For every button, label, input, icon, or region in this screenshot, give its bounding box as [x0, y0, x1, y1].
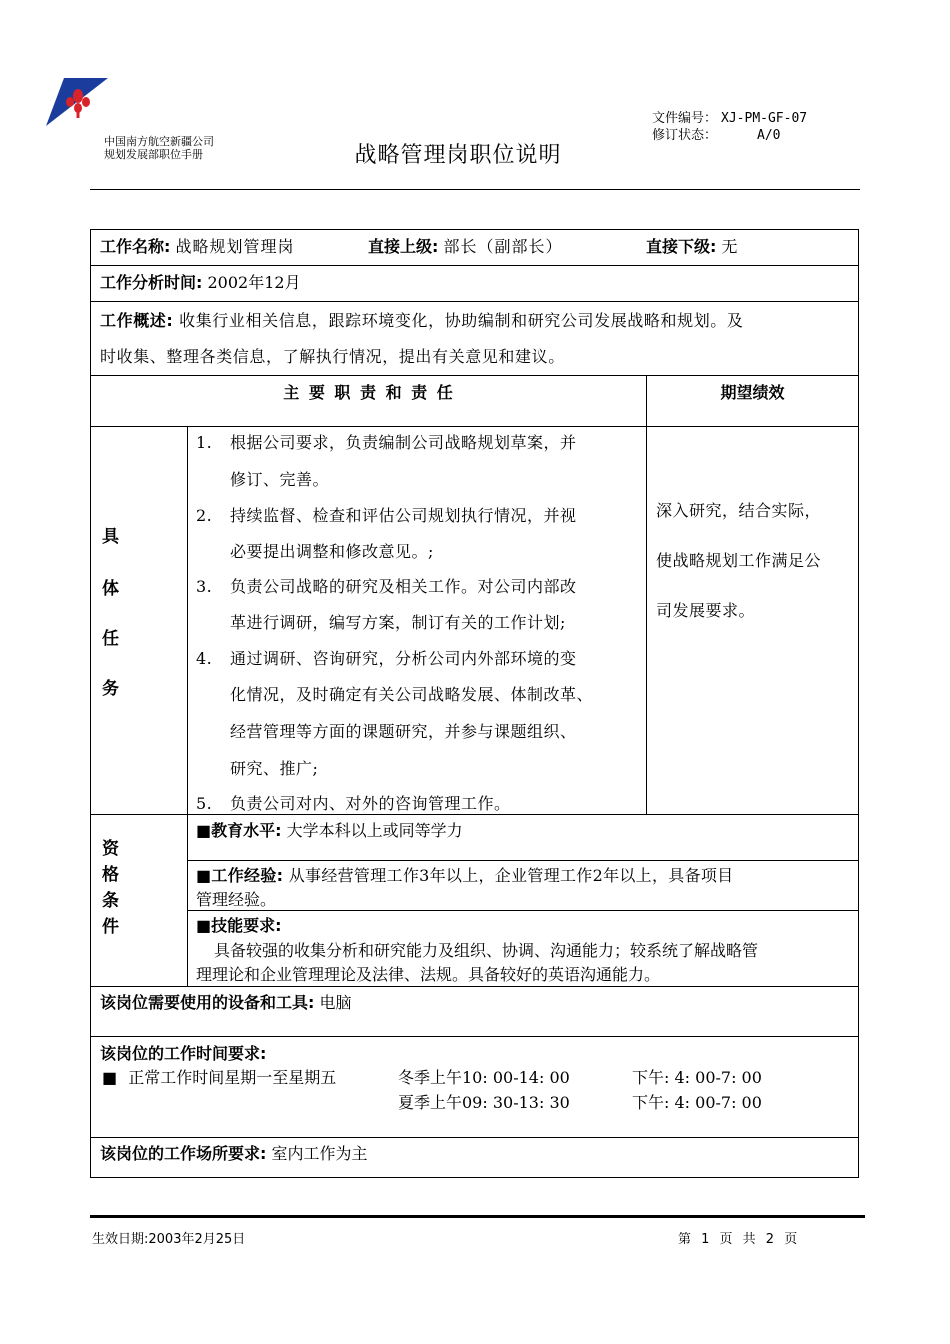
- bullet-icon: ■: [102, 1068, 118, 1087]
- job-name-value: 战略规划管理岗: [175, 237, 295, 256]
- company-line2: 规划发展部职位手册: [104, 148, 203, 161]
- duty-text: 根据公司要求，负责编制公司战略规划草案，并: [230, 433, 577, 452]
- table-rule: [187, 860, 859, 861]
- duty-text: 研究、推广;: [230, 759, 319, 778]
- duty-text: 经营管理等方面的课题研究，并参与课题组织、: [230, 722, 577, 741]
- overview-text-1: 收集行业相关信息，跟踪环境变化，协助编制和研究公司发展战略和规划。及: [179, 311, 744, 330]
- duty-text: 负责公司对内、对外的咨询管理工作。: [230, 794, 511, 813]
- table-rule: [187, 910, 859, 911]
- winter-hours: 冬季上午10: 00-14: 00: [398, 1068, 570, 1087]
- duty-number: 4.: [196, 649, 213, 668]
- overview-text-2: 时收集、整理各类信息，了解执行情况，提出有关意见和建议。: [100, 347, 565, 366]
- education-label: 教育水平:: [211, 821, 282, 840]
- duty-item: [196, 646, 577, 669]
- airline-logo-icon: [42, 78, 112, 130]
- qualification-side-char: 件: [102, 917, 119, 937]
- duty-item: [196, 430, 577, 453]
- duty-text: 革进行调研，编写方案，制订有关的工作计划;: [230, 613, 566, 632]
- table-rule: [646, 375, 647, 814]
- duty-item: [196, 503, 577, 526]
- table-rule: [90, 1137, 859, 1138]
- experience-text-2: 管理经验。: [196, 890, 277, 909]
- performance-text: 深入研究，结合实际，: [656, 501, 822, 520]
- duty-text: 修订、完善。: [230, 470, 330, 489]
- performance-header: 期望绩效: [720, 383, 785, 402]
- superior-value: 部长（副部长）: [443, 237, 563, 256]
- table-rule: [90, 375, 859, 376]
- table-rule: [90, 426, 859, 427]
- tasks-side-char: 务: [102, 679, 119, 699]
- duty-item: [196, 791, 511, 814]
- experience-label: 工作经验:: [211, 866, 284, 885]
- skills-label: 技能要求:: [211, 916, 282, 935]
- table-rule: [90, 814, 859, 815]
- doc-number-label: 文件编号：: [652, 111, 718, 126]
- page-number: 第 1 页 共 2 页: [678, 1232, 798, 1247]
- direct-subordinate: [646, 234, 738, 257]
- bullet-icon: ■: [196, 866, 212, 885]
- duty-text: 必要提出调整和修改意见。;: [230, 542, 434, 561]
- revision-label: 修订状态：: [652, 128, 718, 143]
- duty-number: 3.: [196, 577, 213, 596]
- skills-text-2: 理理论和企业管理理论及法律、法规。具备较好的英语沟通能力。: [196, 965, 661, 984]
- summer-afternoon-hours: 下午: 4: 00-7: 00: [632, 1093, 762, 1112]
- performance-text: 使战略规划工作满足公: [656, 551, 822, 570]
- workplace-label: 该岗位的工作场所要求:: [100, 1144, 267, 1163]
- subordinate-value: 无: [721, 237, 738, 256]
- effective-date: 生效日期:2003年2月25日: [92, 1232, 246, 1247]
- summer-hours: 夏季上午09: 30-13: 30: [398, 1093, 570, 1112]
- duty-number: 2.: [196, 506, 213, 525]
- equipment-label: 该岗位需要使用的设备和工具:: [100, 993, 315, 1012]
- tasks-side-char: 具: [102, 527, 119, 547]
- tasks-side-char: 任: [102, 629, 119, 649]
- header-divider: [90, 189, 860, 190]
- education-requirement: [196, 818, 463, 841]
- equipment-requirement: [100, 990, 352, 1013]
- subordinate-label: 直接下级:: [646, 237, 717, 256]
- skills-text-1: 具备较强的收集分析和研究能力及组织、协调、沟通能力；较系统了解战略管: [214, 941, 759, 960]
- equipment-value: 电脑: [319, 993, 352, 1012]
- work-time-normal-text: 正常工作时间星期一至星期五: [128, 1068, 337, 1087]
- analysis-time: [100, 270, 301, 293]
- qualification-side-char: 格: [102, 865, 119, 885]
- qualification-side-char: 资: [102, 839, 119, 859]
- skills-requirement: [196, 913, 282, 936]
- duty-text: 持续监督、检查和评估公司规划执行情况，并视: [230, 506, 577, 525]
- work-time-normal: [102, 1065, 336, 1088]
- analysis-time-label: 工作分析时间:: [100, 273, 203, 292]
- duty-text: 负责公司战略的研究及相关工作。对公司内部改: [230, 577, 577, 596]
- performance-text: 司发展要求。: [656, 601, 756, 620]
- duty-item: [196, 574, 577, 597]
- qualification-side-char: 条: [102, 891, 119, 911]
- bullet-icon: ■: [196, 821, 212, 840]
- table-rule: [90, 265, 859, 266]
- duty-number: 1.: [196, 433, 213, 452]
- table-rule: [90, 301, 859, 302]
- table-rule: [187, 426, 188, 986]
- page-title: 战略管理岗职位说明: [354, 143, 562, 168]
- duties-header: 主 要 职 责 和 责 任: [283, 383, 453, 402]
- work-time-label: 该岗位的工作时间要求:: [100, 1044, 267, 1063]
- table-rule: [90, 986, 859, 987]
- direct-superior: [368, 234, 563, 257]
- workplace-value: 室内工作为主: [271, 1144, 368, 1163]
- footer-divider: [90, 1215, 865, 1218]
- job-name-label: 工作名称:: [100, 237, 171, 256]
- workplace-requirement: [100, 1141, 368, 1164]
- education-value: 大学本科以上或同等学力: [286, 821, 463, 840]
- overview-line1: [100, 308, 744, 331]
- doc-number-value: XJ-PM-GF-07: [721, 111, 808, 126]
- bullet-icon: ■: [196, 916, 212, 935]
- duty-text: 通过调研、咨询研究，分析公司内外部环境的变: [230, 649, 577, 668]
- experience-requirement: [196, 863, 733, 886]
- experience-text-1: 从事经营管理工作3年以上，企业管理工作2年以上，具备项目: [288, 866, 734, 885]
- overview-label: 工作概述:: [100, 311, 174, 330]
- document-info: [652, 110, 807, 144]
- duty-text: 化情况，及时确定有关公司战略发展、体制改革、: [230, 685, 594, 704]
- duty-number: 5.: [196, 794, 213, 813]
- winter-afternoon-hours: 下午: 4: 00-7: 00: [632, 1068, 762, 1087]
- analysis-time-value: 2002年12月: [207, 273, 301, 292]
- tasks-side-char: 体: [102, 579, 119, 599]
- revision-value: A/0: [757, 128, 781, 143]
- job-name: [100, 234, 295, 257]
- table-rule: [90, 1036, 859, 1037]
- company-line1: 中国南方航空新疆公司: [104, 135, 214, 148]
- superior-label: 直接上级:: [368, 237, 439, 256]
